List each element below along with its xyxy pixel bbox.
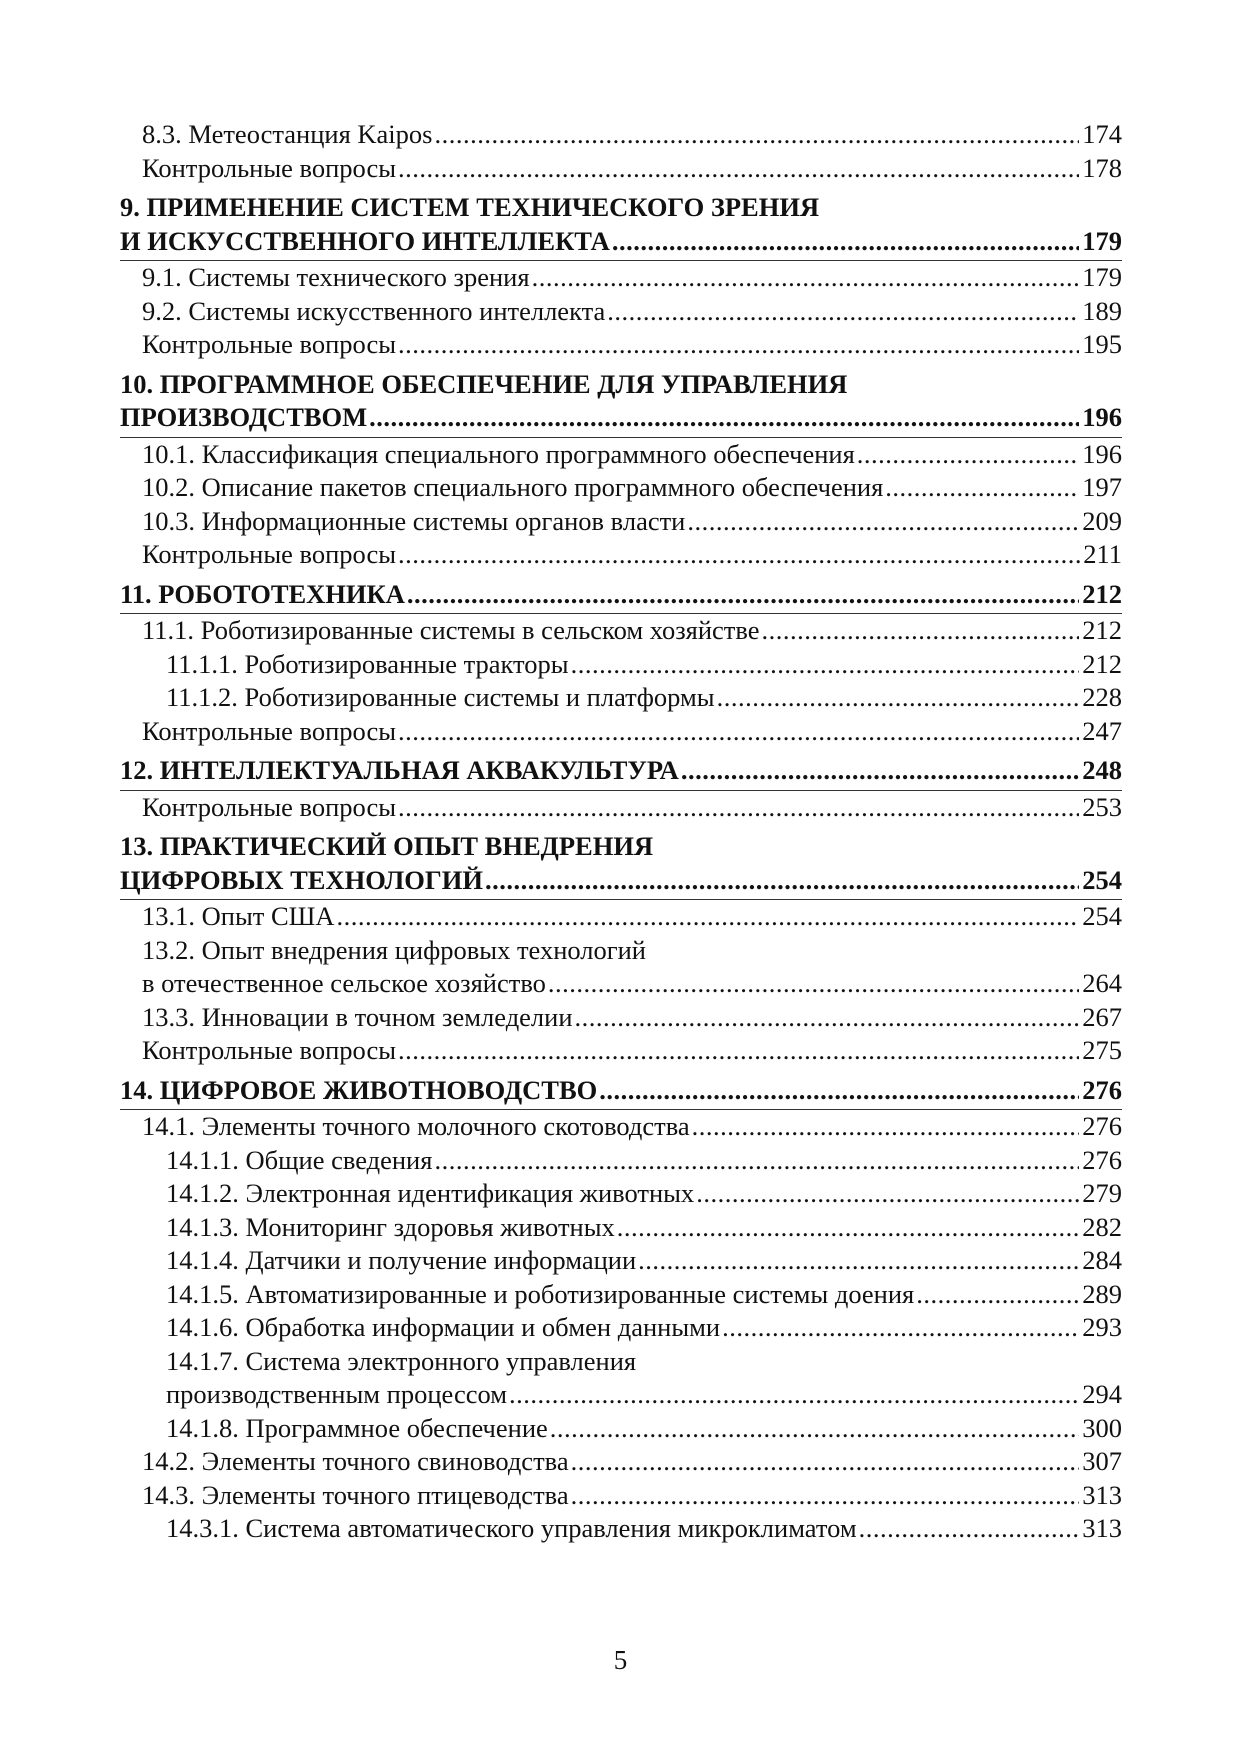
toc-entry-title: 14.1.8. Программное обеспечение	[166, 1412, 548, 1443]
toc-chapter-page: 179	[1082, 225, 1122, 256]
toc-leader-dots	[434, 118, 1079, 152]
toc-entry-title: 14.1.7. Система электронного управления	[166, 1345, 637, 1376]
toc-entry-title: производственным процессом	[166, 1379, 507, 1409]
toc-entry[interactable]	[120, 1144, 1122, 1178]
toc-entry-page: 212	[1082, 615, 1122, 645]
toc-entry[interactable]	[120, 1110, 1122, 1144]
toc-entry[interactable]	[120, 1311, 1122, 1345]
toc-entry[interactable]	[120, 1378, 1122, 1412]
toc-entry-title: Контрольные вопросы	[142, 715, 397, 746]
toc-chapter-heading[interactable]	[120, 368, 1122, 402]
toc-chapter-title: И ИСКУССТВЕННОГО ИНТЕЛЛЕКТА	[120, 225, 610, 256]
toc-entry[interactable]	[120, 715, 1122, 749]
toc-entry[interactable]	[120, 1034, 1122, 1068]
toc-leader-dots	[398, 152, 1079, 186]
toc-leader-dots	[638, 1244, 1079, 1278]
toc-entry-page: 195	[1082, 329, 1122, 359]
toc-chapter-heading[interactable]	[120, 754, 1122, 788]
toc-entry[interactable]	[120, 1445, 1122, 1479]
toc-entry-page: 196	[1082, 438, 1122, 469]
toc-leader-dots	[485, 864, 1079, 898]
toc-leader-dots	[722, 1311, 1079, 1345]
toc-entry-page: 197	[1082, 472, 1122, 502]
toc-leader-dots	[532, 261, 1080, 295]
toc-entry[interactable]	[120, 1244, 1122, 1278]
toc-entry-page: 313	[1082, 1513, 1122, 1543]
toc-entry-page: 276	[1082, 1111, 1122, 1141]
toc-entry-page: 294	[1082, 1379, 1122, 1409]
toc-leader-dots	[550, 1412, 1079, 1446]
toc-entry-title: Контрольные вопросы	[142, 539, 397, 569]
toc-entry-title: 14.1.5. Автоматизированные и роботизированные системы доения	[166, 1278, 915, 1309]
toc-entry[interactable]	[120, 261, 1122, 295]
toc-leader-dots	[407, 578, 1079, 612]
toc-entry-page: 253	[1082, 791, 1122, 822]
toc-entry-title: 14.1.2. Электронная идентификация животных	[166, 1178, 695, 1208]
toc-chapter-title: 13. ПРАКТИЧЕСКИЙ ОПЫТ ВНЕДРЕНИЯ	[120, 831, 654, 861]
toc-entry-title: 14.3. Элементы точного птицеводства	[142, 1479, 569, 1510]
toc-entry[interactable]	[120, 1211, 1122, 1245]
table-of-contents	[120, 118, 1122, 1546]
toc-entry-title: Контрольные вопросы	[142, 791, 397, 822]
toc-leader-dots	[857, 438, 1079, 472]
toc-entry[interactable]	[120, 900, 1122, 934]
toc-entry-page: 282	[1082, 1211, 1122, 1242]
toc-chapter-title: 9. ПРИМЕНЕНИЕ СИСТЕМ ТЕХНИЧЕСКОГО ЗРЕНИЯ	[120, 192, 820, 222]
toc-leader-dots	[398, 1034, 1079, 1068]
toc-entry[interactable]	[120, 1345, 1122, 1379]
toc-entry-title: Контрольные вопросы	[142, 329, 397, 359]
toc-entry-title: 14.1.4. Датчики и получение информации	[166, 1245, 637, 1275]
toc-entry-page: 174	[1082, 119, 1122, 149]
toc-entry-title: 14.1.1. Общие сведения	[166, 1144, 433, 1175]
page-number: 5	[613, 1645, 628, 1675]
toc-entry[interactable]	[120, 1412, 1122, 1446]
toc-leader-dots	[398, 328, 1079, 362]
toc-entry-title: 11.1.1. Роботизированные тракторы	[166, 648, 569, 679]
toc-leader-dots	[571, 1479, 1080, 1513]
toc-leader-dots	[599, 1074, 1079, 1108]
toc-entry-title: 11.1.2. Роботизированные системы и платформы	[166, 682, 715, 712]
toc-entry-page: 275	[1082, 1035, 1122, 1065]
toc-entry-title: 9.1. Системы технического зрения	[142, 262, 530, 292]
toc-leader-dots	[681, 754, 1079, 788]
toc-leader-dots	[571, 648, 1080, 682]
toc-chapter-heading[interactable]	[120, 578, 1122, 612]
toc-entry-title: Контрольные вопросы	[142, 1035, 397, 1065]
toc-leader-dots	[692, 1110, 1080, 1144]
toc-chapter-heading[interactable]	[120, 401, 1122, 435]
toc-entry[interactable]	[120, 505, 1122, 539]
toc-entry-page: 300	[1082, 1412, 1122, 1443]
toc-entry-title: 10.2. Описание пакетов специального программного обеспечения	[142, 472, 884, 502]
toc-entry[interactable]	[120, 967, 1122, 1001]
toc-entry[interactable]	[120, 1479, 1122, 1513]
toc-entry-title: 10.3. Информационные системы органов власти	[142, 505, 686, 536]
toc-entry[interactable]	[120, 648, 1122, 682]
toc-leader-dots	[571, 1445, 1080, 1479]
toc-leader-dots	[575, 1001, 1080, 1035]
toc-entry-page: 189	[1082, 295, 1122, 326]
toc-leader-dots	[369, 401, 1079, 435]
toc-entry-page: 178	[1082, 152, 1122, 183]
toc-chapter-heading[interactable]	[120, 191, 1122, 225]
toc-entry-title: 13.1. Опыт США	[142, 901, 335, 931]
toc-leader-dots	[885, 471, 1079, 505]
toc-entry-page: 267	[1082, 1001, 1122, 1032]
toc-entry[interactable]	[120, 1177, 1122, 1211]
toc-chapter-heading[interactable]	[120, 1074, 1122, 1108]
toc-leader-dots	[762, 614, 1080, 648]
toc-leader-dots	[398, 715, 1079, 749]
toc-chapter-heading[interactable]	[120, 830, 1122, 864]
toc-chapter-page: 276	[1082, 1074, 1122, 1105]
toc-entry[interactable]	[120, 934, 1122, 968]
toc-chapter-title: ПРОИЗВОДСТВОМ	[120, 402, 368, 432]
toc-leader-dots	[687, 505, 1079, 539]
toc-entry[interactable]	[120, 438, 1122, 472]
toc-leader-dots	[434, 1144, 1079, 1178]
toc-chapter-title: 14. ЦИФРОВОЕ ЖИВОТНОВОДСТВО	[120, 1074, 598, 1105]
toc-chapter-page: 196	[1082, 402, 1122, 432]
toc-leader-dots	[859, 1512, 1080, 1546]
toc-chapter-title: 10. ПРОГРАММНОЕ ОБЕСПЕЧЕНИЕ ДЛЯ УПРАВЛЕНИЯ	[120, 368, 848, 399]
toc-chapter-page: 248	[1082, 755, 1122, 785]
toc-entry[interactable]	[120, 791, 1122, 825]
toc-entry-title: 10.1. Классификация специального программного обеспечения	[142, 438, 855, 469]
toc-leader-dots	[617, 1211, 1079, 1245]
toc-leader-dots	[398, 538, 1080, 572]
toc-entry-title: 14.1.3. Мониторинг здоровья животных	[166, 1211, 615, 1242]
toc-entry[interactable]	[120, 1278, 1122, 1312]
toc-leader-dots	[696, 1177, 1079, 1211]
toc-entry[interactable]	[120, 471, 1122, 505]
toc-entry-page: 254	[1082, 901, 1122, 931]
toc-entry-title: в отечественное сельское хозяйство	[142, 968, 546, 998]
toc-entry-page: 179	[1082, 262, 1122, 292]
toc-entry[interactable]	[120, 152, 1122, 186]
toc-entry[interactable]	[120, 538, 1122, 572]
toc-entry-page: 293	[1082, 1312, 1122, 1342]
toc-entry-page: 247	[1082, 715, 1122, 746]
toc-chapter-title: ЦИФРОВЫХ ТЕХНОЛОГИЙ	[120, 864, 483, 895]
toc-entry-page: 284	[1082, 1245, 1122, 1275]
toc-entry-page: 211	[1083, 539, 1122, 569]
toc-leader-dots	[607, 295, 1079, 329]
toc-chapter-heading[interactable]	[120, 225, 1122, 259]
toc-entry-title: 14.1. Элементы точного молочного скотоводства	[142, 1111, 690, 1141]
toc-entry[interactable]	[120, 1512, 1122, 1546]
toc-entry-title: 14.1.6. Обработка информации и обмен данными	[166, 1312, 721, 1342]
toc-entry-title: 13.3. Инновации в точном земледелии	[142, 1001, 573, 1032]
toc-entry-title: 8.3. Метеостанция Kaipos	[142, 119, 433, 149]
toc-entry-title: 14.2. Элементы точного свиноводства	[142, 1446, 569, 1476]
toc-entry-page: 209	[1082, 505, 1122, 536]
toc-entry-page: 228	[1082, 682, 1122, 712]
toc-entry-page: 307	[1082, 1446, 1122, 1476]
toc-entry-page: 212	[1082, 648, 1122, 679]
toc-leader-dots	[548, 967, 1079, 1001]
toc-leader-dots	[509, 1378, 1079, 1412]
toc-entry[interactable]	[120, 118, 1122, 152]
toc-entry-page: 289	[1082, 1278, 1122, 1309]
toc-entry-title: 14.3.1. Система автоматического управления микроклиматом	[166, 1513, 857, 1543]
toc-chapter-page: 254	[1082, 864, 1122, 895]
toc-leader-dots	[398, 791, 1079, 825]
toc-entry[interactable]	[120, 328, 1122, 362]
toc-leader-dots	[717, 681, 1080, 715]
toc-entry[interactable]	[120, 614, 1122, 648]
toc-entry-page: 279	[1082, 1178, 1122, 1208]
toc-entry-title: 11.1. Роботизированные системы в сельском хозяйстве	[142, 615, 760, 645]
toc-entry-page: 264	[1082, 968, 1122, 998]
toc-entry[interactable]	[120, 681, 1122, 715]
toc-chapter-heading[interactable]	[120, 864, 1122, 898]
toc-leader-dots	[612, 225, 1079, 259]
toc-chapter-page: 212	[1082, 578, 1122, 609]
toc-entry-page: 276	[1082, 1144, 1122, 1175]
toc-entry-title: Контрольные вопросы	[142, 152, 397, 183]
toc-leader-dots	[916, 1278, 1079, 1312]
toc-entry-page: 313	[1082, 1479, 1122, 1510]
toc-entry[interactable]	[120, 1001, 1122, 1035]
toc-entry-title: 9.2. Системы искусственного интеллекта	[142, 295, 606, 326]
toc-entry[interactable]	[120, 295, 1122, 329]
toc-leader-dots	[337, 900, 1080, 934]
toc-chapter-title: 12. ИНТЕЛЛЕКТУАЛЬНАЯ АКВАКУЛЬТУРА	[120, 755, 679, 785]
toc-entry-title: 13.2. Опыт внедрения цифровых технологий	[142, 934, 646, 965]
toc-chapter-title: 11. РОБОТОТЕХНИКА	[120, 578, 405, 609]
